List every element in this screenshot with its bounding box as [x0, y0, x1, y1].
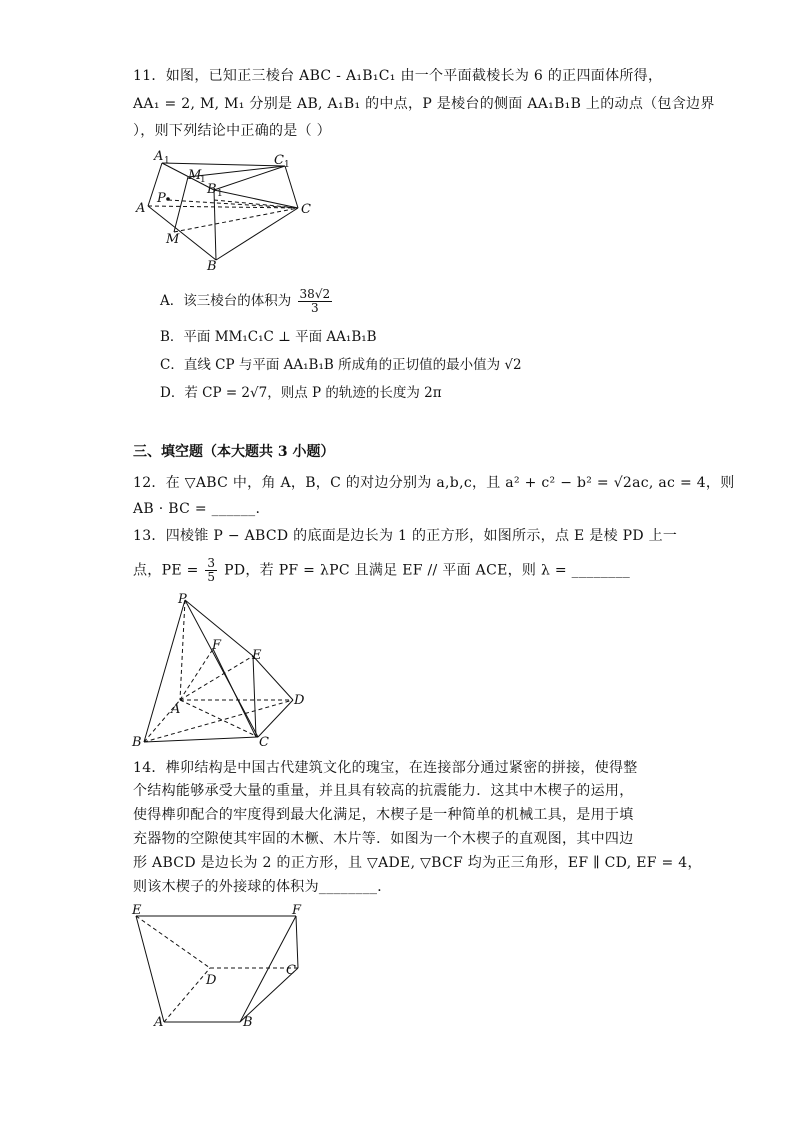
- label-P: P: [178, 592, 187, 607]
- q14-line-1: 14．榫卯结构是中国古代建筑文化的瑰宝，在连接部分通过紧密的拼接，使得整: [133, 760, 638, 776]
- q14-line-5: 形 ABCD 是边长为 2 的正方形，且 ▽ADE, ▽BCF 均为正三角形，EF ∥ CD, EF = 4，: [133, 855, 702, 871]
- q13-fraction: [205, 557, 217, 584]
- q13-line-1: 13．四棱锥 P − ABCD 的底面是边长为 1 的正方形，如图所示，点 E 是棱 PD 上一: [133, 528, 678, 544]
- section-heading: 三、填空题（本大题共 3 小题）: [133, 444, 335, 460]
- label-D: D: [294, 693, 305, 708]
- label-A: A: [154, 1015, 164, 1030]
- q14-line-6: 则该木楔子的外接球的体积为________．: [133, 879, 392, 895]
- option-a-denominator: 3: [311, 301, 319, 315]
- label-A1: A: [154, 149, 164, 164]
- q13-denominator: 5: [207, 570, 216, 584]
- q11-line-2: AA₁ = 2, M, M₁ 分别是 AB, A₁B₁ 的中点，P 是棱台的侧面 AA₁B₁B 上的动点（包含边界: [133, 96, 715, 112]
- q11-option-b[interactable]: B．平面 MM₁C₁C ⊥ 平面 AA₁B₁B: [160, 329, 377, 345]
- option-a-numerator: 38√2: [299, 287, 331, 301]
- label-M1: M: [188, 168, 202, 183]
- label-B1-sub: 1: [217, 189, 223, 199]
- label-B1: B: [207, 182, 217, 197]
- label-B: B: [132, 735, 142, 750]
- q11-line-3: ），则下列结论中正确的是（ ）: [133, 123, 331, 139]
- label-A: A: [136, 201, 146, 216]
- q11-option-d[interactable]: D．若 CP = 2√7，则点 P 的轨迹的长度为 2π: [160, 385, 442, 401]
- label-B: B: [207, 259, 217, 273]
- q12-line-1: 12．在 ▽ABC 中，角 A，B，C 的对边分别为 a,b,c，且 a² + c² − b² = √2ac, ac = 4，则: [133, 475, 735, 491]
- q11-option-a[interactable]: [160, 288, 334, 315]
- label-D: D: [206, 973, 217, 988]
- label-C1: C: [274, 153, 284, 168]
- q11-option-c[interactable]: C．直线 CP 与平面 AA₁B₁B 所成角的正切值的最小值为 √2: [160, 357, 522, 373]
- q13-line-2: [133, 557, 630, 584]
- option-a-fraction: [298, 288, 333, 315]
- q13-numerator: 3: [207, 556, 216, 570]
- q13-line-2-pre: 点，PE =: [133, 562, 199, 579]
- label-F: F: [212, 638, 222, 653]
- label-C: C: [301, 202, 311, 217]
- q14-line-2: 个结构能够承受大量的重量，并且具有较高的抗震能力．这其中木楔子的运用，: [133, 783, 634, 799]
- option-a-text: A．该三棱台的体积为: [160, 293, 292, 309]
- q11-line-1: 11．如图，已知正三棱台 ABC - A₁B₁C₁ 由一个平面截棱长为 6 的正四面体所得，: [133, 68, 663, 84]
- wedge-figure: [128, 900, 318, 1035]
- frustum-figure: [130, 148, 320, 273]
- label-A1-sub: 1: [164, 156, 170, 166]
- label-E: E: [132, 903, 142, 918]
- label-M: M: [166, 232, 180, 247]
- label-F: F: [292, 903, 302, 918]
- q12-line-2: AB · BC = ______.: [133, 501, 261, 517]
- pyramid-figure: [128, 592, 313, 752]
- q13-line-2-post: PD，若 PF = λPC 且满足 EF // 平面 ACE，则 λ = ________: [224, 562, 631, 579]
- q14-line-3: 使得榫卯配合的牢度得到最大化满足，木楔子是一种简单的机械工具，是用于填: [133, 807, 634, 823]
- label-E: E: [252, 648, 262, 663]
- label-P: P: [157, 191, 166, 206]
- label-B: B: [243, 1015, 253, 1030]
- q14-line-4: 充器物的空隙使其牢固的木橛、木片等．如图为一个木楔子的直观图，其中四边: [133, 831, 634, 847]
- label-M1-sub: 1: [200, 175, 206, 185]
- label-C: C: [259, 735, 269, 750]
- label-A: A: [171, 702, 181, 717]
- label-C: C: [286, 963, 296, 978]
- label-C1-sub: 1: [284, 160, 290, 170]
